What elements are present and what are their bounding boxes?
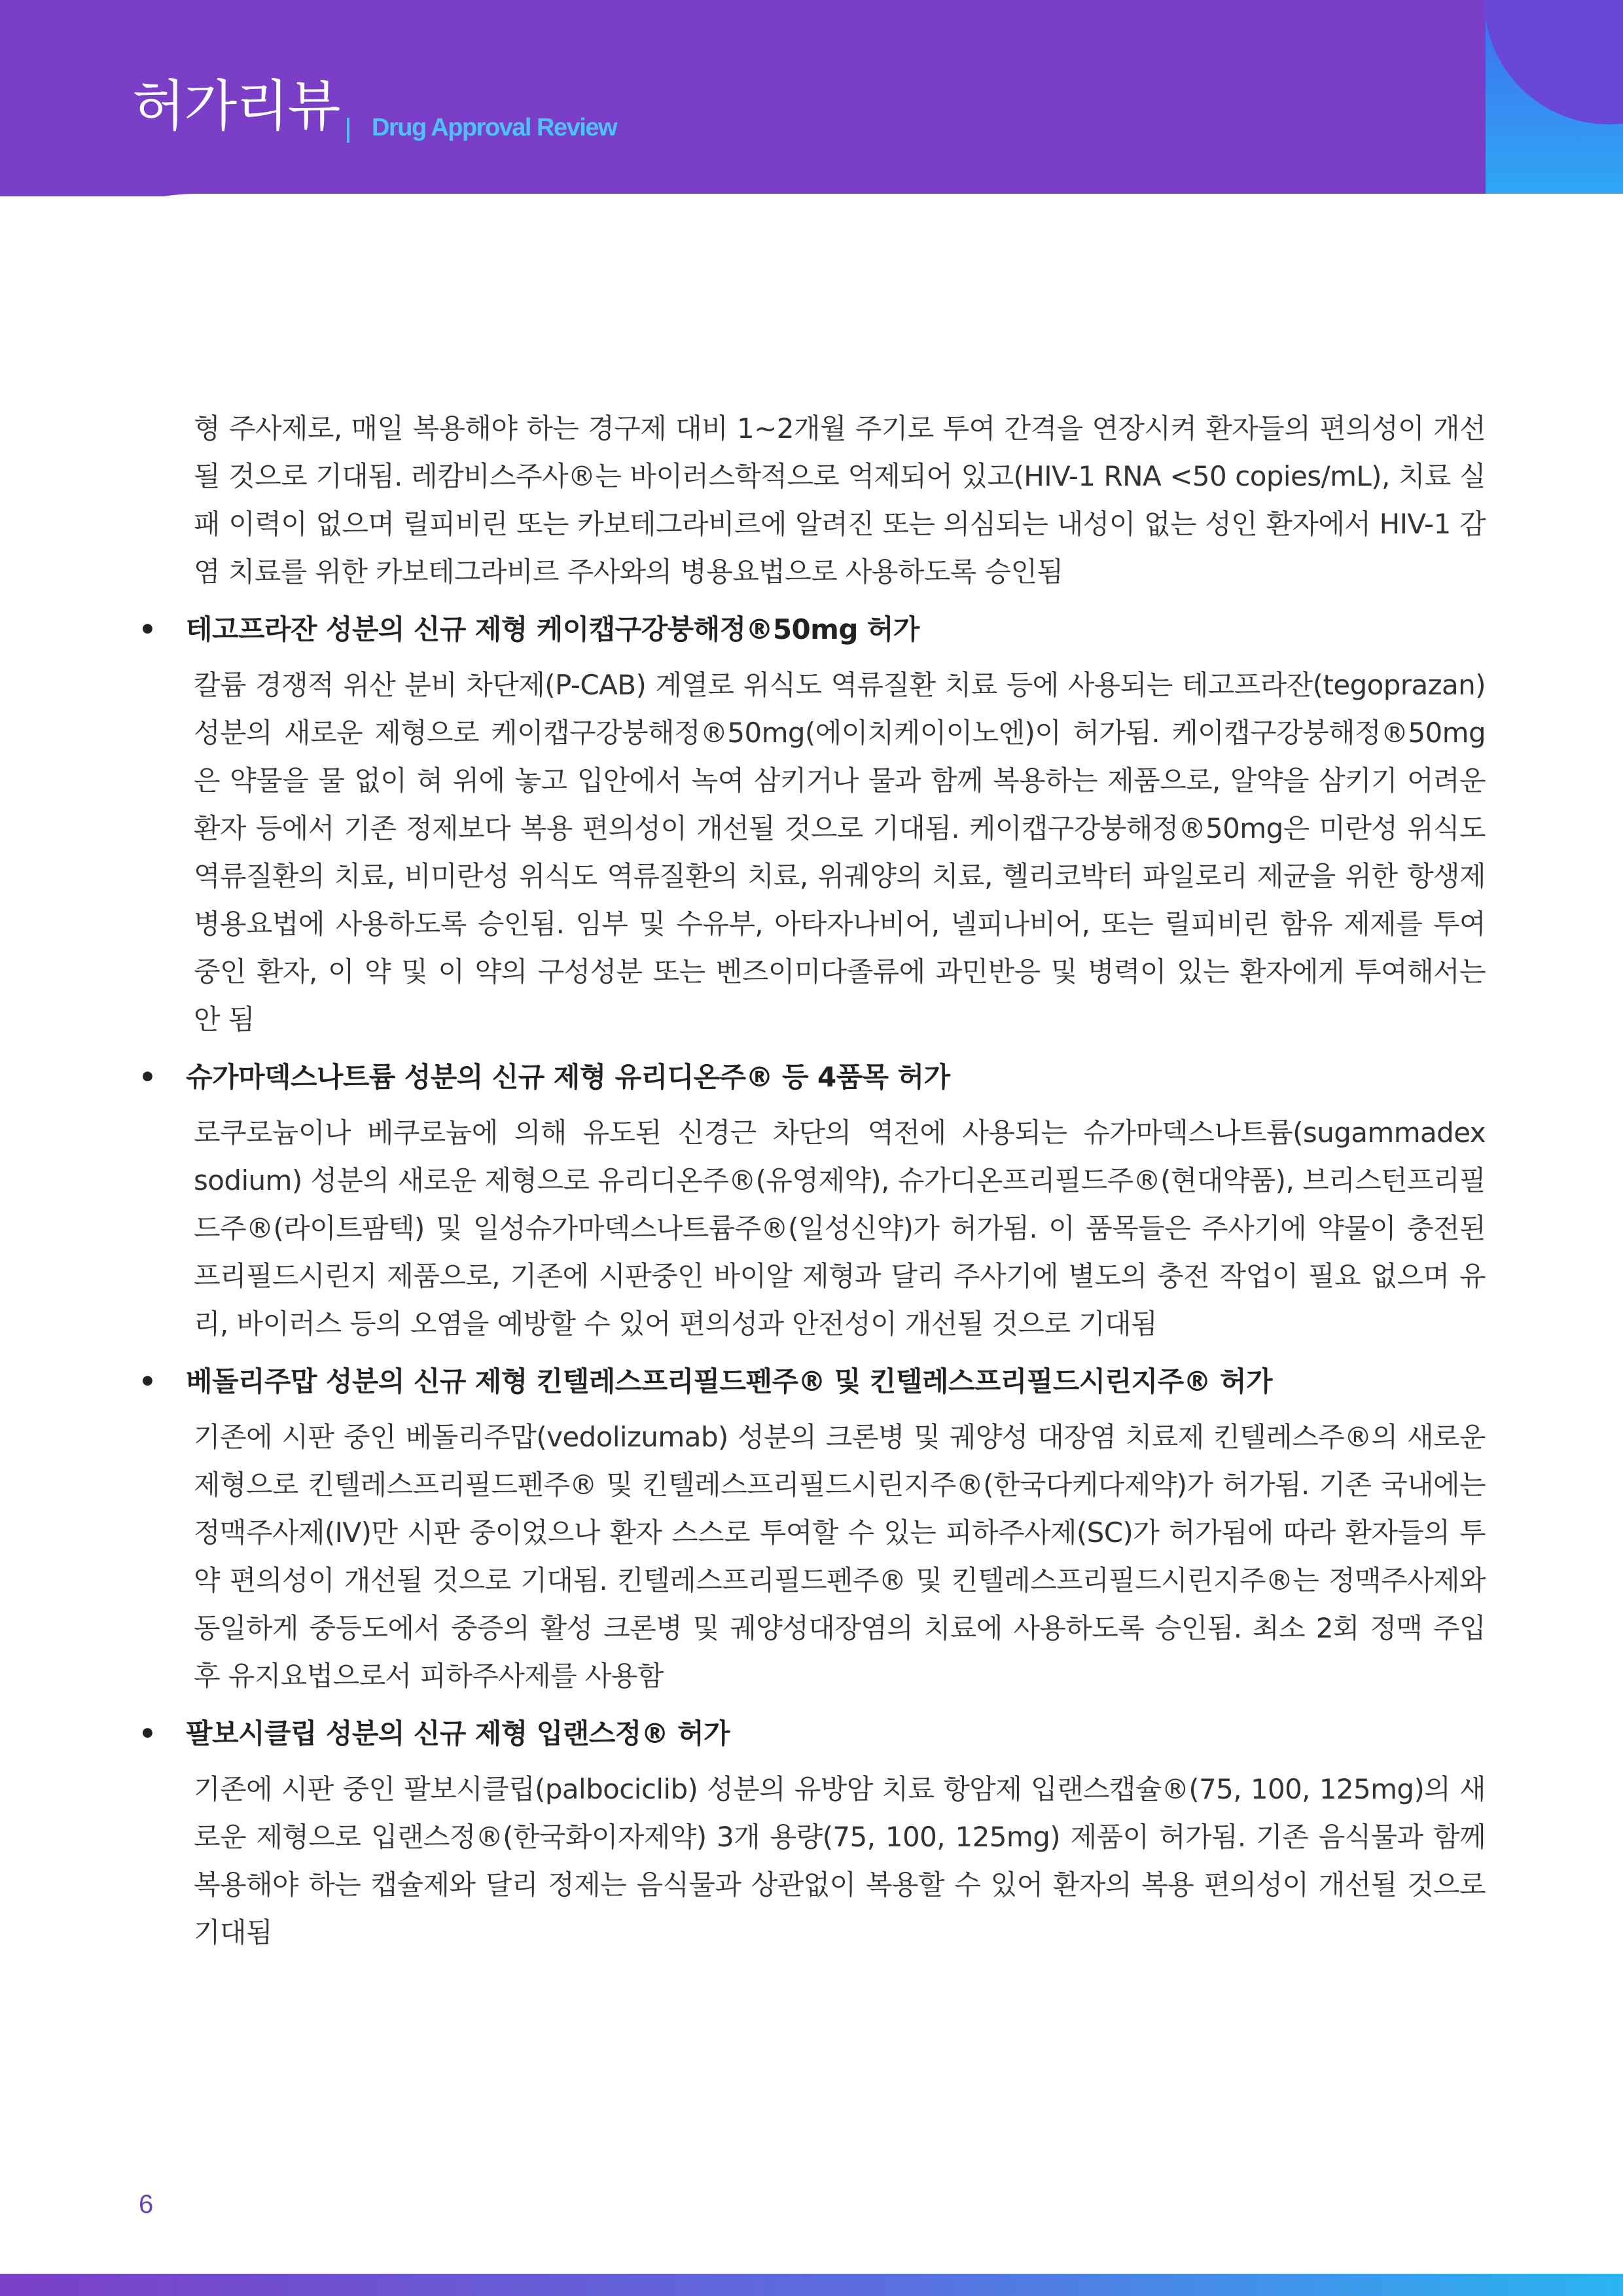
heading-text: 팔보시클립 성분의 신규 제형 입랜스정® 허가	[186, 1717, 730, 1749]
section-heading-vedolizumab	[131, 1357, 1486, 1407]
bullet-icon: •	[139, 1365, 156, 1397]
heading-text: 테고프라잔 성분의 신규 제형 케이캡구강붕해정®50mg 허가	[186, 613, 919, 645]
section-body-vedolizumab: 기존에 시판 중인 베돌리주맙(vedolizumab) 성분의 크론병 및 궤양성 대장염 치료제 킨텔레스주®의 새로운 제형으로 킨텔레스프리필드펜주® 및 킨텔레스프리필드시린지주®(한국다케다제약)가 허가됨. 기존 국내에는 정맥주사제(IV)만 시판 중이었으나 환자 스스로 투여할 수 있는 피하주사제(SC)가 허가됨에 따라 환자들의 투약 편의성이 개선될 것으로 기대됨. 킨텔레스프리필드펜주® 및 킨텔레스프리필드시린지주®는 정맥주사제와 동일하게 중등도에서 중증의 활성 크론병 및 궤양성대장염의 치료에 사용하도록 승인됨. 최소 2회 정맥 주입 후 유지요법으로서 피하주사제를 사용함	[194, 1421, 1486, 1692]
section-subtitle: Drug Approval Review	[372, 114, 617, 141]
section-heading-tegoprazan	[131, 605, 1486, 655]
header-separator	[347, 118, 349, 143]
heading-text: 슈가마덱스나트륨 성분의 신규 제형 유리디온주® 등 4품목 허가	[186, 1061, 950, 1093]
section-body-palbociclib: 기존에 시판 중인 팔보시클립(palbociclib) 성분의 유방암 치료 항암제 입랜스캡슐®(75, 100, 125mg)의 새로운 제형으로 입랜스정®(한국화이자제약) 3개 용량(75, 100, 125mg) 제품이 허가됨. 기존 음식물과 함께 복용해야 하는 캡슐제와 달리 정제는 음식물과 상관없이 복용할 수 있어 환자의 복용 편의성이 개선될 것으로 기대됨	[194, 1773, 1486, 1948]
section-title: 허가리뷰	[132, 74, 340, 138]
intro-paragraph: 형 주사제로, 매일 복용해야 하는 경구제 대비 1~2개월 주기로 투여 간격을 연장시켜 환자들의 편의성이 개선될 것으로 기대됨. 레캄비스주사®는 바이러스학적으로 억제되어 있고(HIV-1 RNA <50 copies/mL), 치료 실패 이력이 없으며 릴피비린 또는 카보테그라비르에 알려진 또는 의심되는 내성이 없는 성인 환자에서 HIV-1 감염 치료를 위한 카보테그라비르 주사와의 병용요법으로 사용하도록 승인됨	[194, 412, 1486, 588]
bullet-icon: •	[139, 1061, 156, 1093]
article-body	[131, 404, 1486, 1965]
page-number: 6	[139, 2190, 154, 2219]
heading-text: 베돌리주맙 성분의 신규 제형 킨텔레스프리필드펜주® 및 킨텔레스프리필드시린지주® 허가	[186, 1365, 1272, 1397]
section-body-tegoprazan: 칼륨 경쟁적 위산 분비 차단제(P-CAB) 계열로 위식도 역류질환 치료 등에 사용되는 테고프라잔(tegoprazan) 성분의 새로운 제형으로 케이캡구강붕해정®50mg(에이치케이이노엔)이 허가됨. 케이캡구강붕해정®50mg은 약물을 물 없이 혀 위에 놓고 입안에서 녹여 삼키거나 물과 함께 복용하는 제품으로, 알약을 삼키기 어려운 환자 등에서 기존 정제보다 복용 편의성이 개선될 것으로 기대됨. 케이캡구강붕해정®50mg은 미란성 위식도 역류질환의 치료, 비미란성 위식도 역류질환의 치료, 위궤양의 치료, 헬리코박터 파일로리 제균을 위한 항생제 병용요법에 사용하도록 승인됨. 임부 및 수유부, 아타자나비어, 넬피나비어, 또는 릴피비린 함유 제제를 투여 중인 환자, 이 약 및 이 약의 구성성분 또는 벤즈이미다졸류에 과민반응 및 병력이 있는 환자에게 투여해서는 안 됨	[194, 669, 1486, 1035]
section-body-sugammadex: 로쿠로늄이나 베쿠로늄에 의해 유도된 신경근 차단의 역전에 사용되는 슈가마덱스나트륨(sugammadex sodium) 성분의 새로운 제형으로 유리디온주®(유영제약), 슈가디온프리필드주®(현대약품), 브리스턴프리필드주®(라이트팜텍) 및 일성슈가마덱스나트륨주®(일성신약)가 허가됨. 이 품목들은 주사기에 약물이 충전된 프리필드시린지 제품으로, 기존에 시판중인 바이알 제형과 달리 주사기에 별도의 충전 작업이 필요 없으며 유리, 바이러스 등의 오염을 예방할 수 있어 편의성과 안전성이 개선될 것으로 기대됨	[194, 1117, 1486, 1340]
section-heading-palbociclib	[131, 1709, 1486, 1759]
bullet-icon: •	[139, 613, 156, 645]
section-heading-sugammadex	[131, 1052, 1486, 1102]
bullet-icon: •	[139, 1717, 156, 1749]
footer-gradient-bar	[0, 2274, 1623, 2296]
